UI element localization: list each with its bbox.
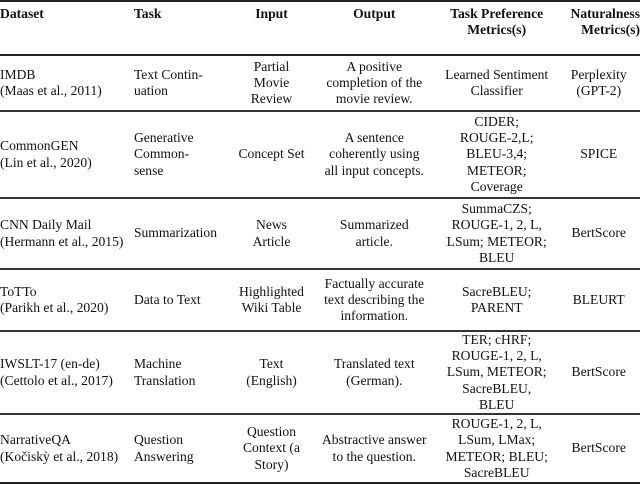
cell-output <box>313 198 436 269</box>
cell-line: News <box>256 217 287 233</box>
header-row <box>0 1 640 55</box>
cell-line: Summarized <box>339 217 409 233</box>
cell-naturalness-metrics <box>557 111 640 198</box>
cell-line: (Hermann et al., 2015) <box>0 233 124 249</box>
cell-line: Text Contin- <box>133 66 203 82</box>
cell-line: Data to Text <box>133 291 201 307</box>
cell-line: movie review. <box>335 91 413 107</box>
cell-line: SacreBLEU <box>463 464 530 480</box>
cell-line: PARENT <box>470 300 523 315</box>
header-input: Input <box>230 1 312 55</box>
cell-task <box>132 331 230 414</box>
cell-line: Translation <box>133 372 196 388</box>
cell-line: Review <box>250 91 293 107</box>
cell-line: Translated text <box>333 356 415 372</box>
cell-line: (Lin et al., 2020) <box>0 154 92 170</box>
cell-task-metrics <box>436 198 557 269</box>
cell-line: ROUGE-1, 2, L, <box>451 416 542 432</box>
cell-line: CIDER; <box>474 113 519 129</box>
cell-line: Classifier <box>470 83 523 98</box>
cell-task <box>132 269 230 331</box>
cell-line: Highlighted <box>239 283 304 299</box>
cell-input <box>230 414 312 483</box>
cell-line: SacreBLEU, <box>462 380 532 396</box>
cell-line: METEOR; <box>466 162 527 178</box>
cell-task <box>132 55 230 111</box>
cell-input <box>230 198 312 269</box>
cell-line: Story) <box>254 456 289 472</box>
cell-line: Question <box>246 424 297 440</box>
cell-line: IMDB <box>0 66 36 82</box>
cell-input <box>230 269 312 331</box>
cell-line: A positive <box>346 58 403 74</box>
cell-task-metrics <box>436 111 557 198</box>
cell-line: (Parikh et al., 2020) <box>0 300 109 315</box>
cell-line: ROUGE-2,L; <box>459 130 534 146</box>
header-dataset: Dataset <box>0 1 132 55</box>
cell-line: sense <box>133 162 164 178</box>
cell-input <box>230 331 312 414</box>
cell-line: Abstractive answer <box>321 432 427 448</box>
cell-input <box>230 55 312 111</box>
cell-naturalness-metrics <box>557 414 640 483</box>
cell-line: information. <box>340 308 409 324</box>
cell-line: to the question. <box>332 448 416 464</box>
cell-line: BertScore <box>571 440 626 456</box>
cell-output <box>313 331 436 414</box>
cell-line: (English) <box>246 372 297 388</box>
cell-line: Movie <box>253 74 290 90</box>
cell-line: Perplexity <box>570 66 627 82</box>
cell-line: Summarization <box>133 225 218 241</box>
cell-output <box>313 111 436 198</box>
cell-line: BLEU <box>478 249 515 265</box>
table-row <box>0 198 640 269</box>
header-task: Task <box>132 1 230 55</box>
cell-dataset <box>0 111 132 198</box>
table-row <box>0 414 640 483</box>
cell-line: CommonGEN <box>0 138 79 154</box>
cell-line: A sentence <box>344 130 404 146</box>
cell-line: BertScore <box>571 364 626 380</box>
cell-line: SPICE <box>580 146 618 162</box>
cell-dataset <box>0 269 132 331</box>
cell-line: SacreBLEU; <box>461 283 532 299</box>
cell-line: Text <box>259 356 284 372</box>
cell-line: NarrativeQA <box>0 432 71 448</box>
cell-line: completion of the <box>326 74 423 90</box>
cell-task <box>132 414 230 483</box>
cell-task <box>132 111 230 198</box>
cell-line: (Cettolo et al., 2017) <box>0 372 113 388</box>
cell-line: LSum, METEOR; <box>446 364 547 380</box>
cell-dataset <box>0 414 132 483</box>
cell-line: BertScore <box>571 225 626 241</box>
cell-line: uation <box>133 83 168 98</box>
table-row <box>0 269 640 331</box>
cell-naturalness-metrics <box>557 269 640 331</box>
cell-line: IWSLT-17 (en-de) <box>0 356 100 372</box>
table-row <box>0 55 640 111</box>
cell-task-metrics <box>436 269 557 331</box>
table-body <box>0 55 640 483</box>
cell-line: Common- <box>133 146 190 162</box>
table-row <box>0 331 640 414</box>
cell-line: Article <box>252 233 291 249</box>
cell-naturalness-metrics <box>557 331 640 414</box>
cell-dataset <box>0 55 132 111</box>
cell-line: Question <box>133 432 184 448</box>
cell-line: ROUGE-1, 2, L, <box>451 217 542 233</box>
table-row <box>0 111 640 198</box>
cell-line: LSum, LMax; <box>458 432 536 448</box>
cell-line: (Maas et al., 2011) <box>0 83 102 98</box>
cell-line: Concept Set <box>238 146 305 162</box>
header-output: Output <box>313 1 436 55</box>
cell-line: Factually accurate <box>324 275 424 291</box>
cell-line: coherently using <box>329 146 420 162</box>
cell-dataset <box>0 198 132 269</box>
cell-task-metrics <box>436 55 557 111</box>
cell-line: BLEURT <box>572 291 625 307</box>
cell-line: ToTTo <box>0 283 37 299</box>
cell-output <box>313 414 436 483</box>
cell-line: CNN Daily Mail <box>0 217 92 233</box>
cell-naturalness-metrics <box>557 55 640 111</box>
cell-line: Learned Sentiment <box>445 66 549 82</box>
cell-line: Generative <box>133 130 194 146</box>
cell-line: Machine <box>133 356 182 372</box>
cell-line: all input concepts. <box>324 162 424 178</box>
cell-line: text describing the <box>324 291 425 307</box>
cell-line: (Kočiskỳ et al., 2018) <box>0 448 119 464</box>
cell-line: (German). <box>346 372 403 388</box>
cell-line: article. <box>355 233 393 249</box>
cell-line: Context (a <box>242 440 300 456</box>
cell-input <box>230 111 312 198</box>
cell-task-metrics <box>436 331 557 414</box>
header-naturalness-metrics: Naturalness Metrics(s) <box>557 1 640 55</box>
cell-line: ROUGE-1, 2, L, <box>451 348 542 364</box>
cell-line: SummaCZS; <box>461 201 532 217</box>
cell-line: TER; cHRF; <box>462 332 532 347</box>
cell-output <box>313 269 436 331</box>
cell-line: METEOR; BLEU; <box>445 448 548 464</box>
cell-line: LSum; METEOR; <box>446 233 547 249</box>
cell-line: (GPT-2) <box>576 83 622 98</box>
cell-naturalness-metrics <box>557 198 640 269</box>
cell-task <box>132 198 230 269</box>
cell-line: BLEU <box>478 396 515 412</box>
cell-dataset <box>0 331 132 414</box>
cell-task-metrics <box>436 414 557 483</box>
cell-line: Wiki Table <box>241 300 302 315</box>
cell-line: Coverage <box>470 178 523 194</box>
cell-line: Partial <box>253 58 290 74</box>
cell-line: BLEU-3,4; <box>466 146 528 162</box>
header-task-preference-metrics: Task Preference Metrics(s) <box>436 1 557 55</box>
cell-output <box>313 55 436 111</box>
cell-line: Answering <box>133 448 194 464</box>
